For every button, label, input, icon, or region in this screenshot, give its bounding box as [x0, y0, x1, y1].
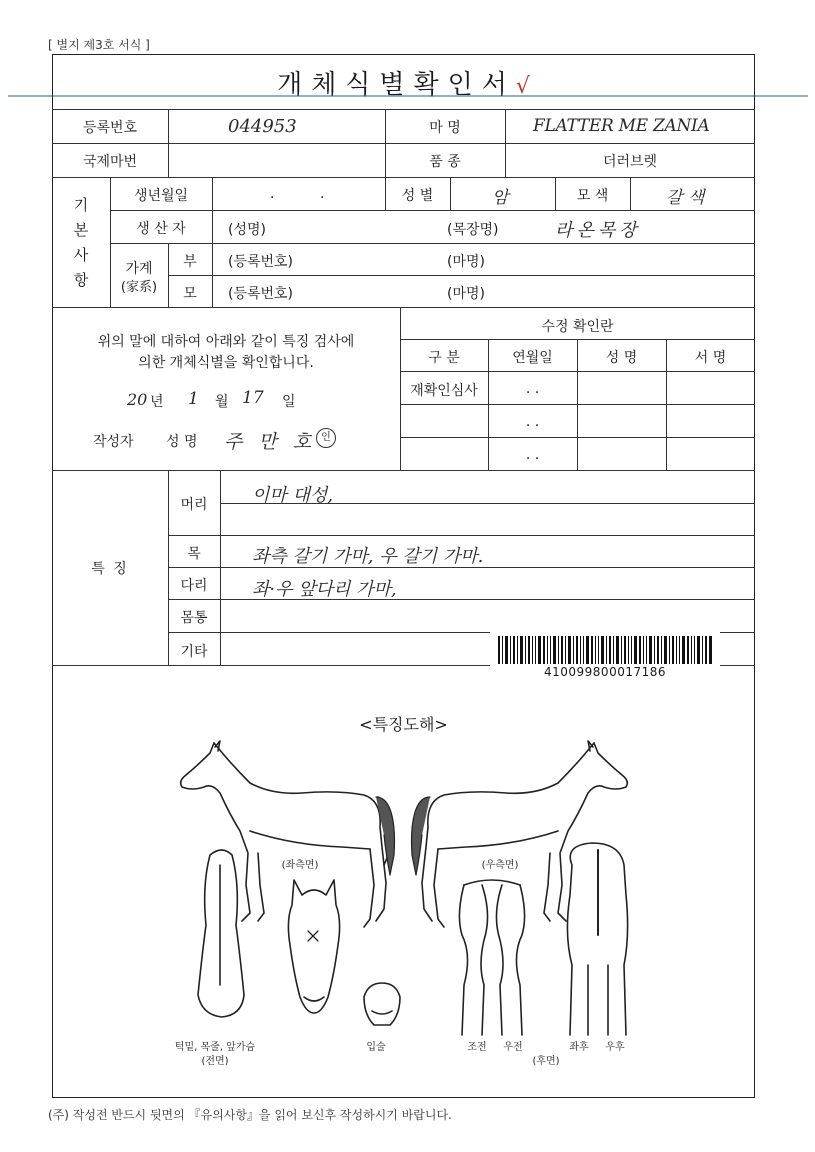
dam-reg-no-label: (등록번호) [228, 286, 294, 302]
sire-reg-no-label: (등록번호) [228, 254, 294, 270]
form-title: 개체식별확인서√ [277, 70, 530, 100]
horse-front-legs-icon [459, 880, 524, 1035]
barcode-icon [498, 636, 712, 664]
feature-head-label: 머리 [180, 497, 208, 513]
sex-label: 성 별 [401, 188, 434, 204]
pedigree-label: 가계 [125, 261, 153, 277]
form-number-label: [ 별지 제3호 서식 ] [48, 38, 150, 52]
writer-name-label: 성 명 [166, 434, 198, 450]
producer-label: 생 산 자 [136, 221, 186, 237]
seal-mark: 인 [316, 428, 336, 448]
feature-legs-label: 다리 [180, 578, 208, 594]
revision-header-signature: 서 명 [694, 350, 727, 366]
footer-note: (주) 작성전 반드시 뒷면의 『유의사항』을 읽어 보신후 작성하시기 바랍니다. [48, 1108, 452, 1122]
reg-no-value: 044953 [228, 116, 297, 137]
hind-right-caption: 우후 [605, 1042, 625, 1053]
features-label: 특 징 [91, 561, 129, 577]
dam-label: 모 [183, 286, 197, 302]
throat-caption-line-2: (전면) [201, 1056, 229, 1067]
farm-name-label: (목장명) [447, 222, 499, 238]
hind-left-caption: 좌후 [569, 1042, 589, 1053]
birth-date-dot-1: . [270, 186, 275, 202]
feature-body-label: 몸통 [180, 610, 208, 626]
horse-throat-view-icon [198, 850, 244, 1017]
sire-label: 부 [183, 254, 197, 270]
writer-label: 작성자 [93, 434, 134, 450]
rear-caption: (후면) [532, 1056, 560, 1067]
muzzle-caption: 입술 [366, 1042, 386, 1053]
sex-value: 암 [492, 188, 509, 208]
throat-caption-line-1: 턱밑, 목줄, 앞가슴 [174, 1042, 256, 1053]
revision-header-category: 구 분 [428, 350, 460, 366]
check-mark: √ [515, 74, 530, 99]
revision-date-1: . . [525, 381, 540, 397]
horse-name-label: 마 명 [429, 120, 461, 136]
revision-title: 수정 확인란 [541, 319, 614, 335]
writer-signature: 주 만 호 [224, 431, 317, 453]
right-side-caption: (우측면) [481, 860, 519, 871]
breed-label: 품 종 [429, 154, 461, 170]
horse-name-value: FLATTER ME ZANIA [533, 116, 710, 136]
coat-color-value: 갈 색 [666, 188, 705, 208]
reg-no-label: 등록번호 [82, 120, 138, 136]
statement-line-2: 의한 개체식별을 확인합니다. [138, 355, 314, 371]
horse-diagram [52, 735, 755, 1055]
feature-legs-value: 좌·우 앞다리 가마, [252, 579, 397, 600]
revision-date-2: . . [525, 414, 540, 430]
statement-line-1: 위의 말에 대하여 아래와 같이 특징 검사에 [97, 334, 355, 350]
horse-hind-legs-icon [567, 843, 627, 1035]
breed-value: 더러브렛 [602, 154, 658, 170]
producer-name-label: (성명) [228, 222, 266, 238]
revision-row-recheck: 재확인심사 [410, 383, 478, 399]
revision-header-date: 연월일 [512, 350, 553, 366]
barcode-number: 410099800017186 [543, 665, 667, 679]
feature-neck-value: 좌측 갈기 가마, 우 갈기 가마. [252, 546, 484, 567]
left-side-caption: (좌측면) [281, 860, 319, 871]
birth-date-dot-2: . [320, 186, 325, 202]
pedigree-hanja: (家系) [120, 280, 158, 295]
fore-right-caption: 우전 [503, 1042, 523, 1053]
horse-right-side-icon [412, 741, 628, 927]
diagram-title: <특징도해> [359, 715, 448, 734]
farm-name-value: 라온목장 [555, 220, 641, 241]
feature-other-label: 기타 [180, 644, 208, 660]
sire-name-label: (마명) [447, 254, 485, 270]
revision-date-3: . . [525, 447, 540, 463]
horse-muzzle-icon [364, 983, 400, 1025]
horse-head-front-icon [288, 880, 339, 1013]
coat-color-label: 모 색 [576, 188, 609, 204]
birth-date-label: 생년월일 [133, 188, 189, 204]
feature-neck-label: 목 [187, 546, 201, 562]
revision-header-name: 성 명 [605, 350, 638, 366]
dam-name-label: (마명) [447, 286, 485, 302]
horse-left-side-icon [181, 741, 395, 927]
fore-left-caption: 조전 [467, 1042, 487, 1053]
intl-no-label: 국제마번 [82, 154, 138, 170]
feature-head-value: 이마 대성, [252, 485, 333, 506]
